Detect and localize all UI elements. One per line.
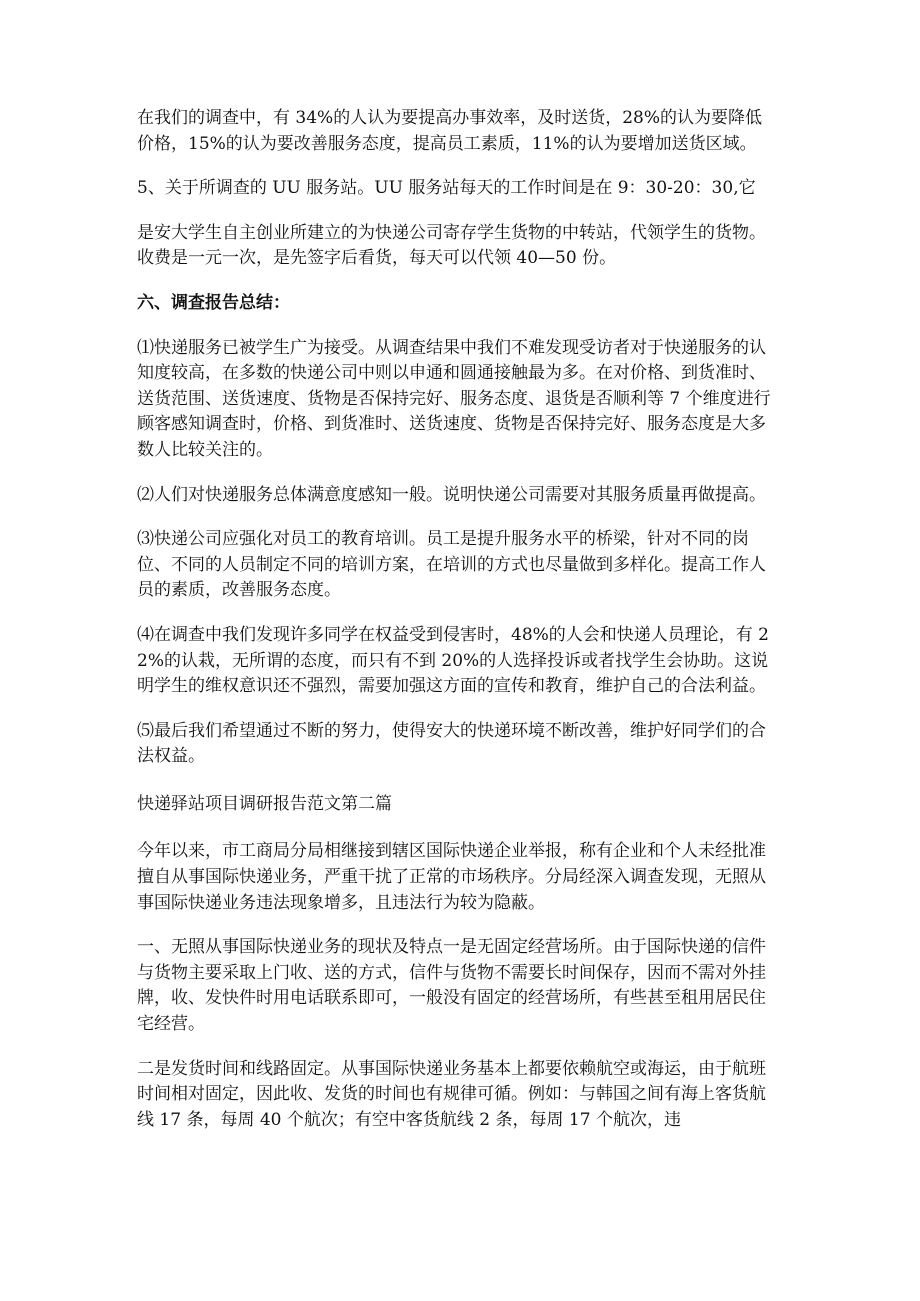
summary-point-4: ⑷在调查中我们发现许多同学在权益受到侵害时，48%的人会和快递人员理论，有 22%的认栽，无所谓的态度，而只有不到 20%的人选择投诉或者找学生会协助。这说明学生的维权意识还不强烈，需要加强这方面的宣传和教育，维护自己的合法利益。	[137, 624, 770, 697]
second-article-point-2: 二是发货时间和线路固定。从事国际快递业务基本上都要依赖航空或海运，由于航班时间相对固定，因此收、发货的时间也有规律可循。例如：与韩国之间有海上客货航线 17 条，每周 40 个航次；有空中客货航线 2 条，每周 17 个航次，违	[137, 1058, 766, 1130]
uu-station-description: 是安大学生自主创业所建立的为快递公司寄存学生货物的中转站，代领学生的货物。收费是一元一次，是先签字后看货，每天可以代领 40—50 份。	[137, 222, 766, 269]
second-article-point-1: 一、无照从事国际快递业务的现状及特点一是无固定经营场所。由于国际快递的信件与货物主要采取上门收、送的方式，信件与货物不需要长时间保存，因而不需对外挂牌，收、发快件时用电话联系即可，一般没有固定的经营场所，有些甚至租用居民住宅经营。	[137, 937, 766, 1035]
summary-point-3: ⑶快递公司应强化对员工的教育培训。员工是提升服务水平的桥梁，针对不同的岗位、不同的人员制定不同的培训方案，在培训的方式也尽量做到多样化。提高工作人员的素质，改善服务态度。	[137, 529, 766, 601]
summary-point-2: ⑵人们对快递服务总体满意度感知一般。说明快递公司需要对其服务质量再做提高。	[137, 484, 766, 505]
summary-point-1: ⑴快递服务已被学生广为接受。从调查结果中我们不难发现受访者对于快递服务的认知度较高，在多数的快递公司中则以申通和圆通接触最为多。在对价格、到货准时、送货范围、送货速度、货物是否保持完好、服务态度、退货是否顺利等 7 个维度进行顾客感知调查时，价格、到货准时、送货速度、货物是否保持完好、服务态度是大多数人比较关注的。	[137, 337, 771, 460]
survey-result-paragraph: 在我们的调查中，有 34%的人认为要提高办事效率，及时送货，28%的认为要降低价格，15%的认为要改善服务态度，提高员工素质，11%的认为要增加送货区域。	[137, 108, 762, 154]
second-article-intro: 今年以来，市工商局分局相继接到辖区国际快递企业举报，称有企业和个人未经批准擅自从事国际快递业务，严重干扰了正常的市场秩序。分局经深入调查发现，无照从事国际快递业务违法现象增多，且违法行为较为隐蔽。	[137, 841, 766, 913]
summary-point-5: ⑸最后我们希望通过不断的努力，使得安大的快递环境不断改善，维护好同学们的合法权益。	[137, 720, 766, 767]
uu-station-intro: 5、关于所调查的 UU 服务站。UU 服务站每天的工作时间是在 9：30-20：30,它	[137, 178, 756, 199]
summary-heading: 六、调查报告总结：	[137, 292, 290, 313]
second-article-title: 快递驿站项目调研报告范文第二篇	[137, 793, 392, 814]
document-page	[137, 106, 777, 1152]
